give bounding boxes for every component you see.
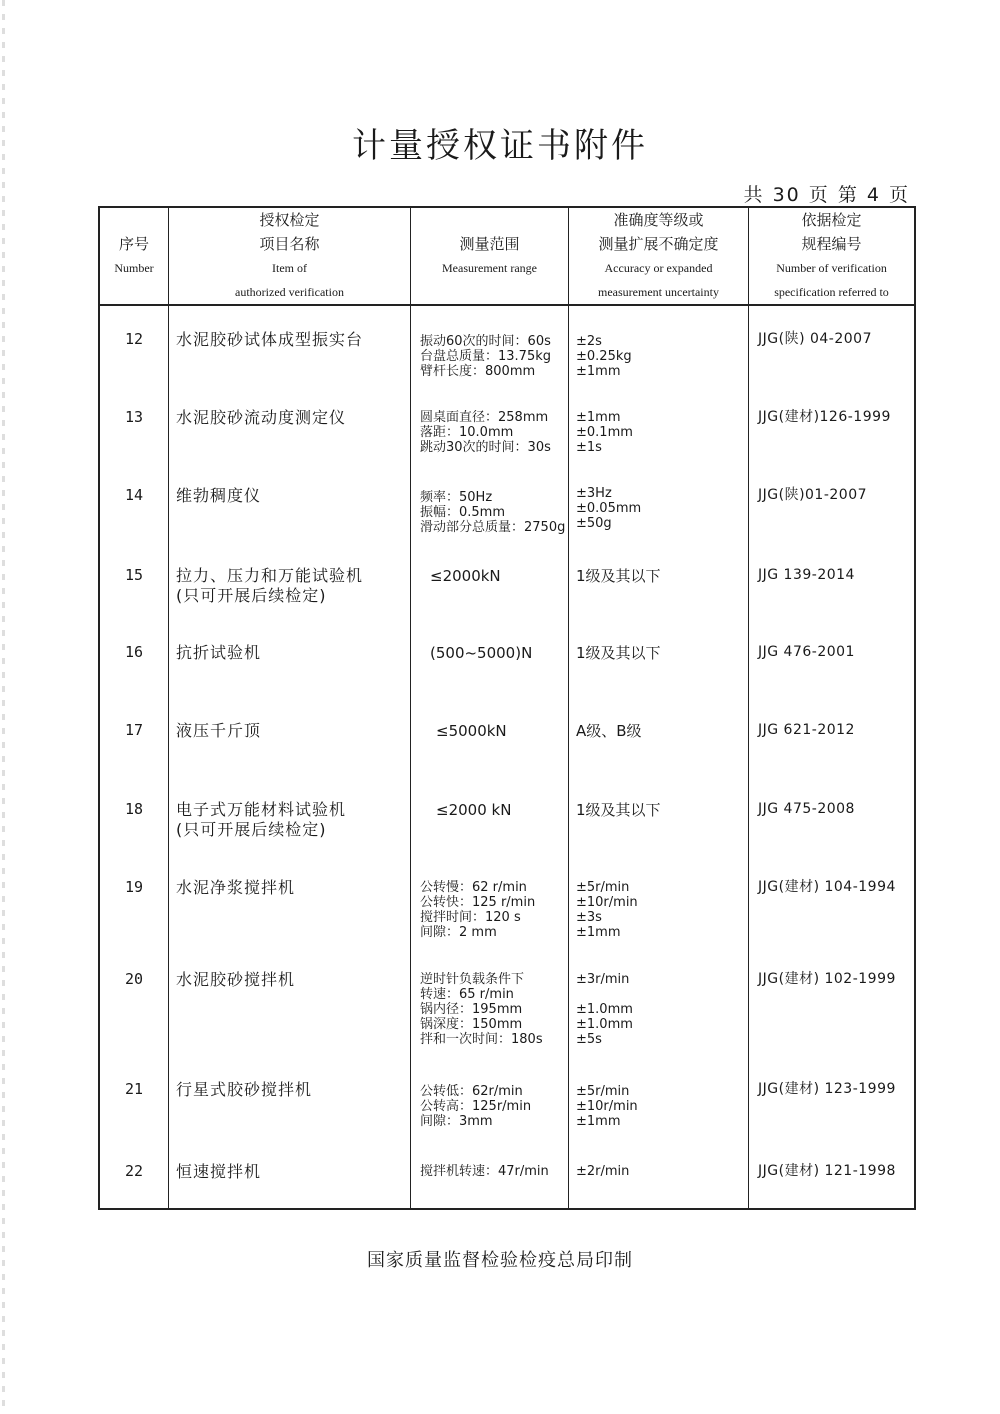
- row-accuracy: [576, 1084, 748, 1129]
- range-line: 公转高：125r/min: [420, 1099, 532, 1114]
- item-name-line: 水泥净浆搅拌机: [176, 878, 296, 897]
- accuracy-line: ±1mm: [576, 1114, 621, 1129]
- range-line: 臂杆长度：800mm: [420, 364, 536, 379]
- column-divider: [748, 208, 749, 1208]
- row-accuracy: [576, 972, 748, 1047]
- row-number: 18: [124, 800, 144, 818]
- column-divider: [168, 208, 169, 1208]
- accuracy-line: ±10r/min: [576, 895, 638, 910]
- range-line: 间隙：3mm: [420, 1114, 493, 1129]
- range-line: (500~5000)N: [430, 644, 533, 662]
- column-divider: [410, 208, 411, 1208]
- range-line: 拌和一次时间：180s: [420, 1032, 543, 1047]
- row-range: [420, 334, 566, 379]
- header-spec-en-2: specification referred to: [774, 285, 889, 299]
- row-item-name: [176, 970, 412, 990]
- header-item-zh-1: 授权检定: [259, 211, 320, 229]
- row-item-name: [176, 330, 412, 350]
- row-accuracy: [576, 721, 748, 741]
- header-accuracy-en-2: measurement uncertainty: [598, 285, 719, 299]
- row-accuracy: [576, 800, 748, 820]
- item-name-line: 拉力、压力和万能试验机: [176, 566, 364, 585]
- row-number: 19: [124, 878, 144, 896]
- document-title: 计量授权证书附件: [352, 126, 648, 166]
- row-spec: JJG(陕) 04-2007: [758, 331, 872, 347]
- item-name-line: 水泥胶砂试体成型振实台: [176, 330, 364, 349]
- row-spec: JJG 475-2008: [758, 801, 855, 817]
- accuracy-line: ±1mm: [576, 925, 621, 940]
- header-number-zh: 序号: [118, 235, 149, 253]
- range-line: ≤2000kN: [430, 567, 501, 585]
- accuracy-line: 1级及其以下: [576, 801, 661, 819]
- page-counter: 共 30 页 第 4 页: [743, 184, 910, 206]
- range-line: 间隙：2 mm: [420, 925, 497, 940]
- row-item-name: [176, 721, 412, 741]
- range-line: 公转快：125 r/min: [420, 895, 536, 910]
- header-spec-en-1: Number of verification: [776, 261, 887, 275]
- authorization-table: [98, 206, 916, 1210]
- row-accuracy: [576, 1164, 748, 1179]
- row-range: [430, 643, 576, 663]
- range-line: ≤2000 kN: [436, 801, 512, 819]
- header-number: [100, 208, 168, 304]
- row-item-name: [176, 408, 412, 428]
- table-header: [100, 208, 914, 306]
- range-line: 频率：50Hz: [420, 490, 493, 505]
- item-name-line: 维勃稠度仪: [176, 486, 262, 505]
- row-number: 21: [124, 1080, 144, 1098]
- row-item-name: [176, 1162, 412, 1182]
- accuracy-line: ±10r/min: [576, 1099, 638, 1114]
- accuracy-line: ±0.1mm: [576, 425, 633, 440]
- row-number: 13: [124, 408, 144, 426]
- row-spec: JJG 139-2014: [758, 567, 855, 583]
- column-divider: [568, 208, 569, 1208]
- row-number: 15: [124, 566, 144, 584]
- accuracy-line: ±2r/min: [576, 1164, 630, 1179]
- range-line: 搅拌时间：120 s: [420, 910, 521, 925]
- row-accuracy: [576, 486, 748, 531]
- range-line: 滑动部分总质量：2750g: [420, 520, 566, 535]
- row-range: [420, 1164, 566, 1179]
- item-name-line: 电子式万能材料试验机: [176, 800, 347, 819]
- row-accuracy: [576, 566, 748, 586]
- row-accuracy: [576, 410, 748, 455]
- header-item-zh-2: 项目名称: [259, 235, 320, 253]
- row-range: [420, 1084, 566, 1129]
- range-line: 转速：65 r/min: [420, 987, 514, 1002]
- range-line: 公转慢：62 r/min: [420, 880, 527, 895]
- item-name-line: 液压千斤顶: [176, 721, 262, 740]
- row-range: [420, 880, 566, 940]
- header-accuracy: [569, 208, 748, 304]
- accuracy-line: ±0.05mm: [576, 501, 642, 516]
- row-spec: JJG(建材) 104-1994: [758, 879, 896, 895]
- row-spec: JJG 621-2012: [758, 722, 855, 738]
- header-accuracy-zh-1: 准确度等级或: [613, 211, 704, 229]
- header-range: [411, 208, 568, 304]
- accuracy-line: ±1.0mm: [576, 1017, 633, 1032]
- accuracy-line: ±1mm: [576, 364, 621, 379]
- row-item-name: [176, 566, 412, 606]
- range-line: 逆时针负载条件下: [420, 972, 525, 987]
- accuracy-line: ±1mm: [576, 410, 621, 425]
- row-accuracy: [576, 880, 748, 940]
- accuracy-line: ±3s: [576, 910, 602, 925]
- row-range: [420, 410, 566, 455]
- range-line: 锅深度：150mm: [420, 1017, 523, 1032]
- row-spec: JJG(陕)01-2007: [758, 487, 868, 503]
- header-item-en-2: authorized verification: [235, 285, 344, 299]
- range-line: 落距：10.0mm: [420, 425, 514, 440]
- header-spec-zh-1: 依据检定: [801, 211, 862, 229]
- accuracy-line: ±3r/min: [576, 972, 630, 987]
- item-name-line: (只可开展后续检定): [176, 586, 327, 605]
- header-accuracy-zh-2: 测量扩展不确定度: [598, 235, 719, 253]
- row-number: 12: [124, 330, 144, 348]
- accuracy-line: ±5r/min: [576, 1084, 630, 1099]
- header-item: [169, 208, 410, 304]
- row-item-name: [176, 643, 412, 663]
- accuracy-line: ±1.0mm: [576, 1002, 633, 1017]
- accuracy-line: [576, 987, 748, 1002]
- range-line: 台盘总质量：13.75kg: [420, 349, 551, 364]
- row-range: [420, 972, 566, 1047]
- item-name-line: 水泥胶砂流动度测定仪: [176, 408, 347, 427]
- header-range-zh: 测量范围: [459, 235, 520, 253]
- item-name-line: (只可开展后续检定): [176, 820, 327, 839]
- range-line: 振幅：0.5mm: [420, 505, 506, 520]
- footer-issuer: 国家质量监督检验检疫总局印制: [367, 1250, 633, 1271]
- header-range-en: Measurement range: [442, 261, 537, 275]
- accuracy-line: ±2s: [576, 334, 602, 349]
- row-range: [420, 490, 566, 535]
- accuracy-line: 1级及其以下: [576, 567, 661, 585]
- row-accuracy: [576, 643, 748, 663]
- range-line: 搅拌机转速：47r/min: [420, 1164, 549, 1179]
- item-name-line: 行星式胶砂搅拌机: [176, 1080, 313, 1099]
- row-item-name: [176, 878, 412, 898]
- row-range: [436, 800, 582, 820]
- row-item-name: [176, 800, 412, 840]
- accuracy-line: A级、B级: [576, 722, 642, 740]
- row-range: [430, 566, 576, 586]
- row-number: 17: [124, 721, 144, 739]
- row-number: 22: [124, 1162, 144, 1180]
- range-line: 跳动30次的时间：30s: [420, 440, 551, 455]
- row-spec: JJG(建材) 102-1999: [758, 971, 896, 987]
- row-spec: JJG(建材) 123-1999: [758, 1081, 896, 1097]
- row-number: 16: [124, 643, 144, 661]
- header-spec: [749, 208, 914, 304]
- range-line: 振动60次的时间：60s: [420, 334, 551, 349]
- accuracy-line: ±1s: [576, 440, 602, 455]
- header-spec-zh-2: 规程编号: [801, 235, 862, 253]
- scan-edge-mark: [2, 0, 5, 1414]
- header-accuracy-en-1: Accuracy or expanded: [604, 261, 713, 275]
- accuracy-line: ±50g: [576, 516, 612, 531]
- range-line: 锅内径：195mm: [420, 1002, 523, 1017]
- range-line: 圆桌面直径：258mm: [420, 410, 549, 425]
- range-line: 公转低：62r/min: [420, 1084, 523, 1099]
- header-number-en: Number: [114, 261, 154, 275]
- header-item-en-1: Item of: [272, 261, 307, 275]
- accuracy-line: ±0.25kg: [576, 349, 632, 364]
- range-line: ≤5000kN: [436, 722, 507, 740]
- row-accuracy: [576, 334, 748, 379]
- accuracy-line: ±3Hz: [576, 486, 612, 501]
- item-name-line: 恒速搅拌机: [176, 1162, 262, 1181]
- row-item-name: [176, 486, 412, 506]
- item-name-line: 抗折试验机: [176, 643, 262, 662]
- row-spec: JJG(建材) 121-1998: [758, 1163, 896, 1179]
- row-number: 20: [124, 970, 144, 988]
- row-number: 14: [124, 486, 144, 504]
- item-name-line: 水泥胶砂搅拌机: [176, 970, 296, 989]
- row-item-name: [176, 1080, 412, 1100]
- row-range: [436, 721, 582, 741]
- accuracy-line: ±5s: [576, 1032, 602, 1047]
- accuracy-line: 1级及其以下: [576, 644, 661, 662]
- row-spec: JJG(建材)126-1999: [758, 409, 891, 425]
- row-spec: JJG 476-2001: [758, 644, 855, 660]
- accuracy-line: ±5r/min: [576, 880, 630, 895]
